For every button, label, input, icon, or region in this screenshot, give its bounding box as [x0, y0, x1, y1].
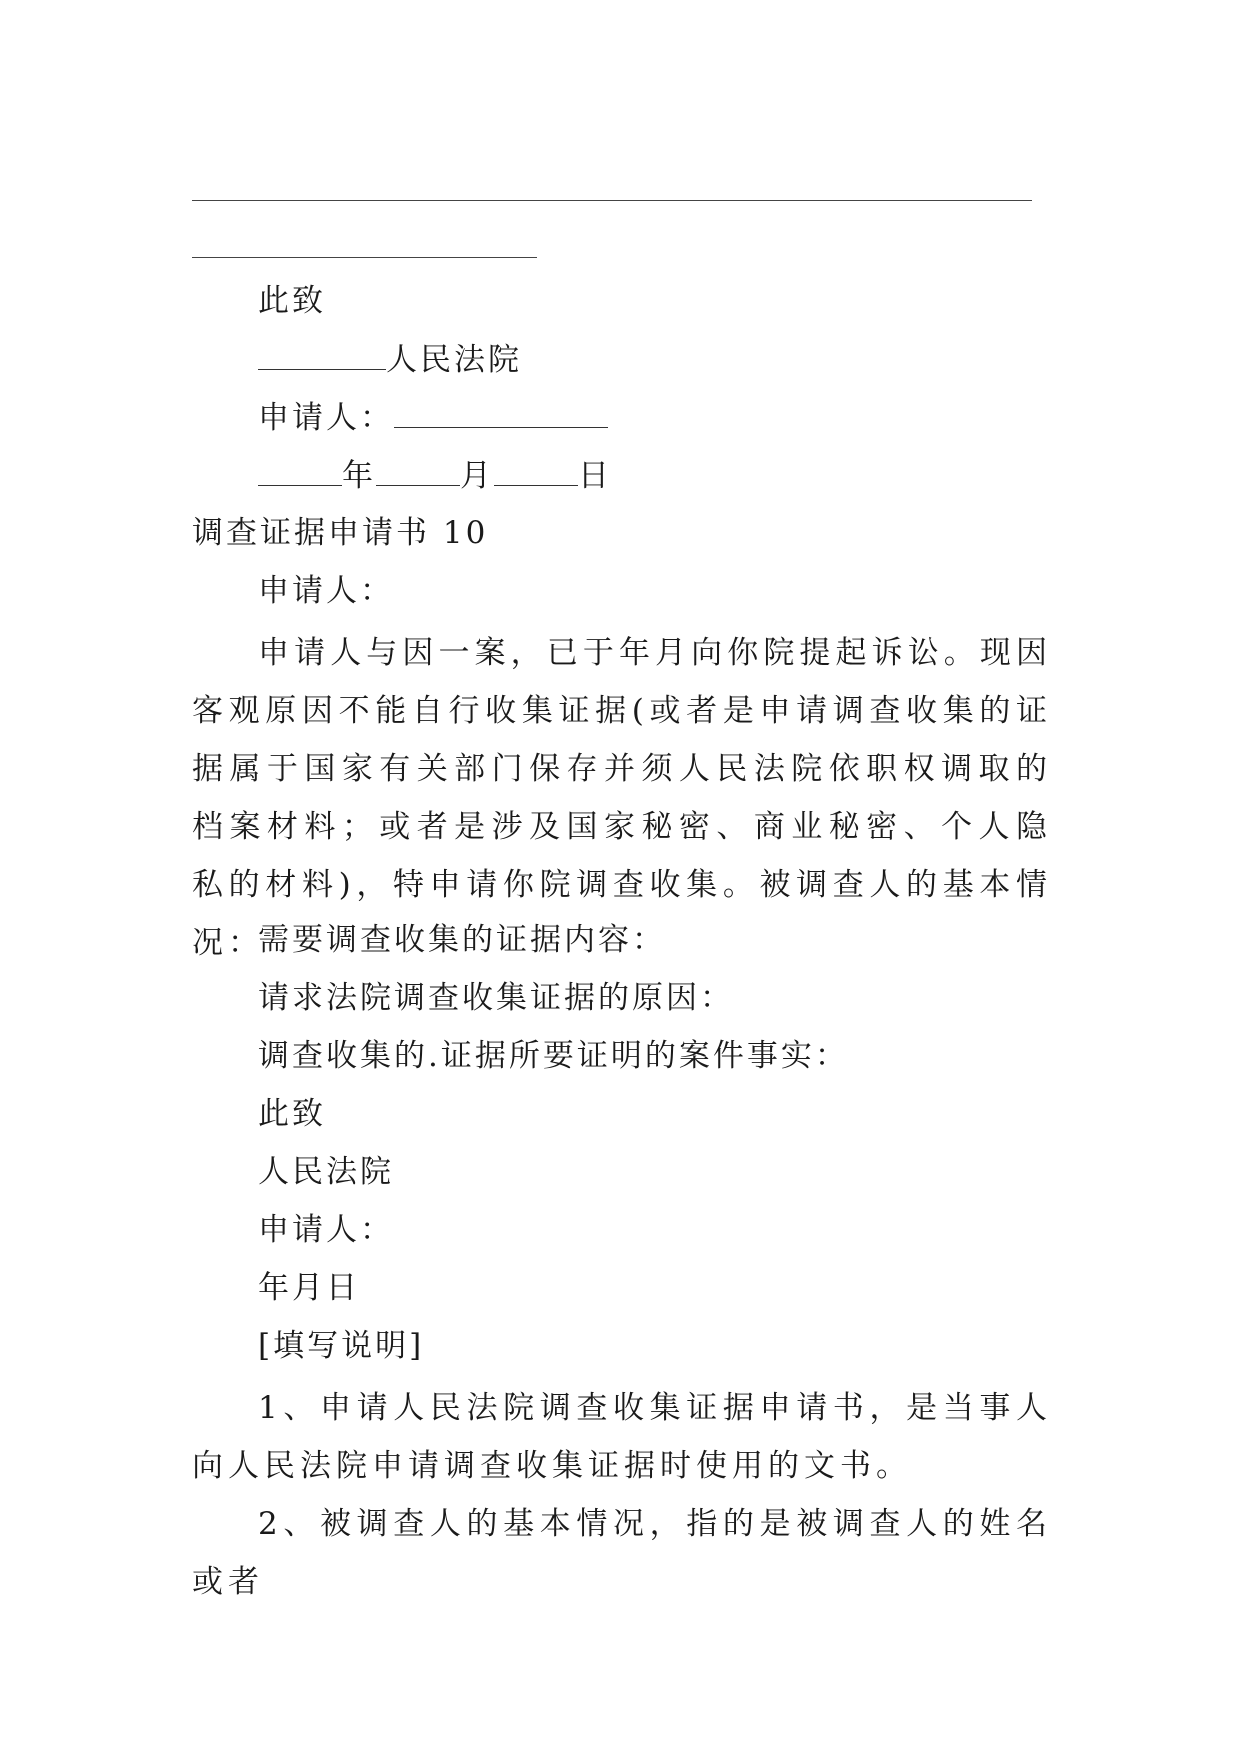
applicant-blank[interactable]: [394, 397, 608, 428]
day-blank[interactable]: [494, 455, 578, 486]
evidence-reason-item: 请求法院调查收集证据的原因：: [258, 980, 734, 1016]
notes-heading: [填写说明]: [258, 1328, 425, 1364]
court-line: [258, 339, 522, 380]
applicant-signature-2: 申请人：: [258, 1212, 394, 1248]
fill-line-short: [192, 257, 537, 258]
date-line: [258, 455, 612, 496]
fill-line-long: [192, 200, 1032, 201]
applicant-signature-line: [258, 397, 608, 438]
court-name-2: 人民法院: [258, 1154, 394, 1190]
evidence-content-item: 需要调查收集的证据内容：: [258, 922, 666, 958]
evidence-facts-item: 调查收集的.证据所要证明的案件事实：: [258, 1038, 849, 1074]
request-body-paragraph: 申请人与因一案，已于年月向你院提起诉讼。现因客观原因不能自行收集证据(或者是申请调查收集的证据属于国家有关部门保存并须人民法院依职权调取的档案材料；或者是涉及国家秘密、商业秘密、个人隐私的材料)，特申请你院调查收集。被调查人的基本情况：: [192, 635, 1052, 961]
date-2: 年月日: [258, 1270, 360, 1306]
applicant-heading: 申请人：: [258, 573, 394, 609]
closing-salutation-2: 此致: [258, 1096, 326, 1132]
month-label: 月: [460, 458, 494, 494]
note-item-1: 1、申请人民法院调查收集证据申请书，是当事人向人民法院申请调查收集证据时使用的文书。: [192, 1390, 1052, 1484]
document-title: 调查证据申请书 10: [192, 515, 489, 551]
day-label: 日: [578, 458, 612, 494]
court-suffix: 人民法院: [386, 342, 522, 378]
month-blank[interactable]: [376, 455, 460, 486]
court-name-blank[interactable]: [258, 339, 386, 370]
year-label: 年: [342, 458, 376, 494]
note-item-2: 2、被调查人的基本情况，指的是被调查人的姓名或者: [192, 1506, 1052, 1600]
applicant-label: 申请人：: [258, 400, 394, 436]
closing-salutation: 此致: [258, 283, 326, 319]
year-blank[interactable]: [258, 455, 342, 486]
